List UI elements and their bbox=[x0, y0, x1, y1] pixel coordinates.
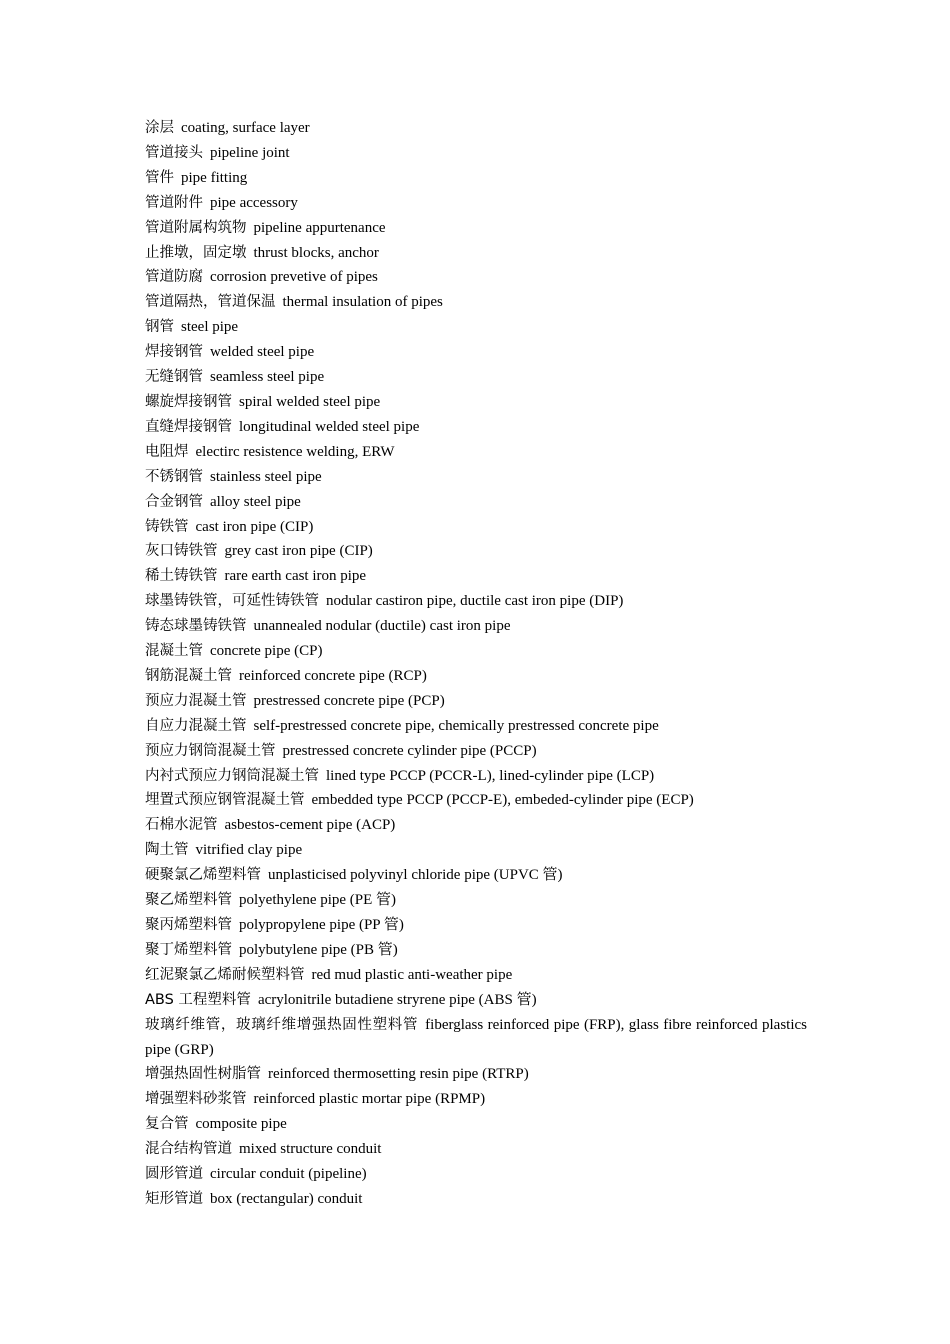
term-chinese: 止推墩，固定墩 bbox=[145, 244, 247, 261]
term-english: nodular castiron pipe, ductile cast iron pipe (DIP) bbox=[326, 593, 624, 610]
glossary-entry bbox=[145, 315, 807, 340]
term-chinese: 聚丁烯塑料管 bbox=[145, 941, 232, 958]
term-english: prestressed concrete cylinder pipe (PCCP) bbox=[282, 742, 537, 759]
glossary-entry bbox=[145, 290, 807, 315]
glossary-entry bbox=[145, 415, 807, 440]
term-english: red mud plastic anti-weather pipe bbox=[311, 966, 513, 983]
term-chinese: 聚丙烯塑料管 bbox=[145, 917, 232, 933]
glossary-entry bbox=[145, 564, 807, 589]
glossary-entry bbox=[145, 465, 807, 490]
glossary-entry bbox=[145, 838, 807, 863]
term-english: thermal insulation of pipes bbox=[282, 294, 443, 311]
term-chinese: 合金钢管 bbox=[145, 493, 203, 510]
term-chinese: 稀土铸铁管 bbox=[145, 568, 218, 585]
glossary-entry bbox=[145, 166, 807, 191]
glossary-entry bbox=[145, 1162, 807, 1187]
term-english: self-prestressed concrete pipe, chemically prestressed concrete pipe bbox=[253, 717, 659, 734]
term-chinese: 增强热固性树脂管 bbox=[145, 1066, 261, 1083]
term-english: spiral welded steel pipe bbox=[239, 393, 381, 410]
term-english: embedded type PCCP (PCCP-E), embeded-cylinder pipe (ECP) bbox=[311, 792, 694, 809]
term-chinese: 涂层 bbox=[145, 120, 174, 136]
glossary-entry bbox=[145, 614, 807, 639]
glossary-entry bbox=[145, 689, 807, 714]
term-english: polyethylene pipe (PE 管) bbox=[239, 892, 397, 909]
term-english: coating, surface layer bbox=[181, 120, 310, 136]
glossary-entry bbox=[145, 365, 807, 390]
glossary-entry bbox=[145, 764, 807, 789]
glossary-entry bbox=[145, 340, 807, 365]
glossary-entry bbox=[145, 216, 807, 241]
glossary-list bbox=[145, 116, 807, 1212]
term-english: corrosion prevetive of pipes bbox=[210, 269, 378, 286]
term-english: grey cast iron pipe (CIP) bbox=[224, 543, 373, 560]
glossary-entry bbox=[145, 241, 807, 266]
term-english: pipe accessory bbox=[210, 194, 298, 211]
glossary-entry bbox=[145, 639, 807, 664]
term-english: asbestos-cement pipe (ACP) bbox=[224, 817, 396, 834]
glossary-entry bbox=[145, 813, 807, 838]
glossary-entry bbox=[145, 490, 807, 515]
term-english: pipeline joint bbox=[210, 144, 290, 161]
term-chinese: 铸铁管 bbox=[145, 518, 189, 535]
glossary-entry bbox=[145, 1112, 807, 1137]
glossary-entry bbox=[145, 390, 807, 415]
term-chinese: 管件 bbox=[145, 169, 174, 186]
term-english: polypropylene pipe (PP 管) bbox=[239, 917, 404, 933]
glossary-entry bbox=[145, 863, 807, 888]
term-chinese: 钢管 bbox=[145, 319, 174, 336]
term-english: cast iron pipe (CIP) bbox=[195, 518, 314, 535]
term-chinese: 钢筋混凝土管 bbox=[145, 667, 232, 684]
glossary-entry bbox=[145, 1187, 807, 1212]
term-chinese: 焊接钢管 bbox=[145, 344, 203, 361]
term-chinese: 矩形管道 bbox=[145, 1190, 203, 1207]
term-english: vitrified clay pipe bbox=[195, 842, 303, 859]
glossary-entry bbox=[145, 440, 807, 465]
term-english: circular conduit (pipeline) bbox=[210, 1166, 367, 1183]
term-chinese: 石棉水泥管 bbox=[145, 817, 218, 834]
term-chinese: 混凝土管 bbox=[145, 643, 203, 660]
glossary-entry bbox=[145, 589, 807, 614]
term-english: concrete pipe (CP) bbox=[210, 643, 323, 660]
term-english: polybutylene pipe (PB 管) bbox=[239, 941, 398, 958]
glossary-entry bbox=[145, 739, 807, 764]
term-english: welded steel pipe bbox=[210, 344, 315, 361]
term-chinese: 内衬式预应力钢筒混凝土管 bbox=[145, 767, 319, 784]
term-chinese: 灰口铸铁管 bbox=[145, 543, 218, 560]
term-english: electirc resistence welding, ERW bbox=[195, 443, 395, 460]
term-chinese: 玻璃纤维管，玻璃纤维增强热固性塑料管 bbox=[145, 1016, 419, 1033]
term-chinese: 不锈钢管 bbox=[145, 468, 203, 485]
glossary-page bbox=[145, 116, 807, 1212]
term-chinese: 圆形管道 bbox=[145, 1166, 203, 1183]
glossary-entry bbox=[145, 963, 807, 988]
term-chinese: 复合管 bbox=[145, 1116, 189, 1133]
term-english: mixed structure conduit bbox=[239, 1141, 382, 1158]
term-english: steel pipe bbox=[181, 319, 239, 336]
glossary-entry bbox=[145, 191, 807, 216]
glossary-entry bbox=[145, 1013, 807, 1063]
term-chinese: 埋置式预应钢管混凝土管 bbox=[145, 792, 305, 809]
term-chinese: 无缝钢管 bbox=[145, 369, 203, 386]
term-chinese: 铸态球墨铸铁管 bbox=[145, 618, 247, 635]
term-chinese: ABS 工程塑料管 bbox=[145, 991, 251, 1008]
term-english: unplasticised polyvinyl chloride pipe (UPVC 管) bbox=[268, 867, 563, 884]
glossary-entry bbox=[145, 664, 807, 689]
glossary-entry bbox=[145, 1062, 807, 1087]
term-english: reinforced plastic mortar pipe (RPMP) bbox=[253, 1091, 486, 1108]
term-chinese: 聚乙烯塑料管 bbox=[145, 892, 232, 909]
term-english: reinforced thermosetting resin pipe (RTRP) bbox=[268, 1066, 529, 1083]
term-chinese: 球墨铸铁管，可延性铸铁管 bbox=[145, 593, 319, 610]
term-chinese: 红泥聚氯乙烯耐候塑料管 bbox=[145, 966, 305, 983]
term-english: lined type PCCP (PCCR-L), lined-cylinder pipe (LCP) bbox=[326, 767, 655, 784]
term-english: thrust blocks, anchor bbox=[253, 244, 379, 261]
term-chinese: 预应力混凝土管 bbox=[145, 692, 247, 709]
term-english: composite pipe bbox=[195, 1116, 287, 1133]
glossary-entry bbox=[145, 913, 807, 938]
term-chinese: 管道防腐 bbox=[145, 269, 203, 286]
glossary-entry bbox=[145, 888, 807, 913]
glossary-entry bbox=[145, 788, 807, 813]
glossary-entry bbox=[145, 141, 807, 166]
term-english: rare earth cast iron pipe bbox=[224, 568, 367, 585]
term-chinese: 陶土管 bbox=[145, 842, 189, 859]
term-chinese: 混合结构管道 bbox=[145, 1141, 232, 1158]
term-english: longitudinal welded steel pipe bbox=[239, 418, 420, 435]
term-chinese: 管道附件 bbox=[145, 194, 203, 211]
glossary-entry bbox=[145, 1087, 807, 1112]
term-chinese: 管道接头 bbox=[145, 144, 203, 161]
term-chinese: 增强塑料砂浆管 bbox=[145, 1091, 247, 1108]
term-chinese: 管道附属构筑物 bbox=[145, 219, 247, 236]
term-english: pipeline appurtenance bbox=[253, 219, 386, 236]
term-english: pipe fitting bbox=[181, 169, 248, 186]
term-chinese: 管道隔热，管道保温 bbox=[145, 294, 276, 311]
term-english: reinforced concrete pipe (RCP) bbox=[239, 667, 427, 684]
term-english: box (rectangular) conduit bbox=[210, 1190, 363, 1207]
term-chinese: 直缝焊接钢管 bbox=[145, 418, 232, 435]
term-chinese: 螺旋焊接钢管 bbox=[145, 393, 232, 410]
term-english: acrylonitrile butadiene stryrene pipe (ABS 管) bbox=[257, 991, 537, 1008]
term-chinese: 预应力钢筒混凝土管 bbox=[145, 742, 276, 759]
glossary-entry bbox=[145, 714, 807, 739]
term-english: prestressed concrete pipe (PCP) bbox=[253, 692, 445, 709]
glossary-entry bbox=[145, 539, 807, 564]
term-chinese: 自应力混凝土管 bbox=[145, 717, 247, 734]
term-chinese: 硬聚氯乙烯塑料管 bbox=[145, 867, 261, 884]
glossary-entry bbox=[145, 515, 807, 540]
glossary-entry bbox=[145, 938, 807, 963]
term-english: fiberglass reinforced pipe (FRP), glass fibre reinforced plastics pipe (GRP) bbox=[145, 1016, 808, 1058]
term-english: stainless steel pipe bbox=[210, 468, 322, 485]
term-english: seamless steel pipe bbox=[210, 369, 325, 386]
term-english: alloy steel pipe bbox=[210, 493, 301, 510]
glossary-entry bbox=[145, 988, 807, 1013]
glossary-entry bbox=[145, 116, 807, 141]
glossary-entry bbox=[145, 265, 807, 290]
term-chinese: 电阻焊 bbox=[145, 443, 189, 460]
glossary-entry bbox=[145, 1137, 807, 1162]
term-english: unannealed nodular (ductile) cast iron pipe bbox=[253, 618, 511, 635]
